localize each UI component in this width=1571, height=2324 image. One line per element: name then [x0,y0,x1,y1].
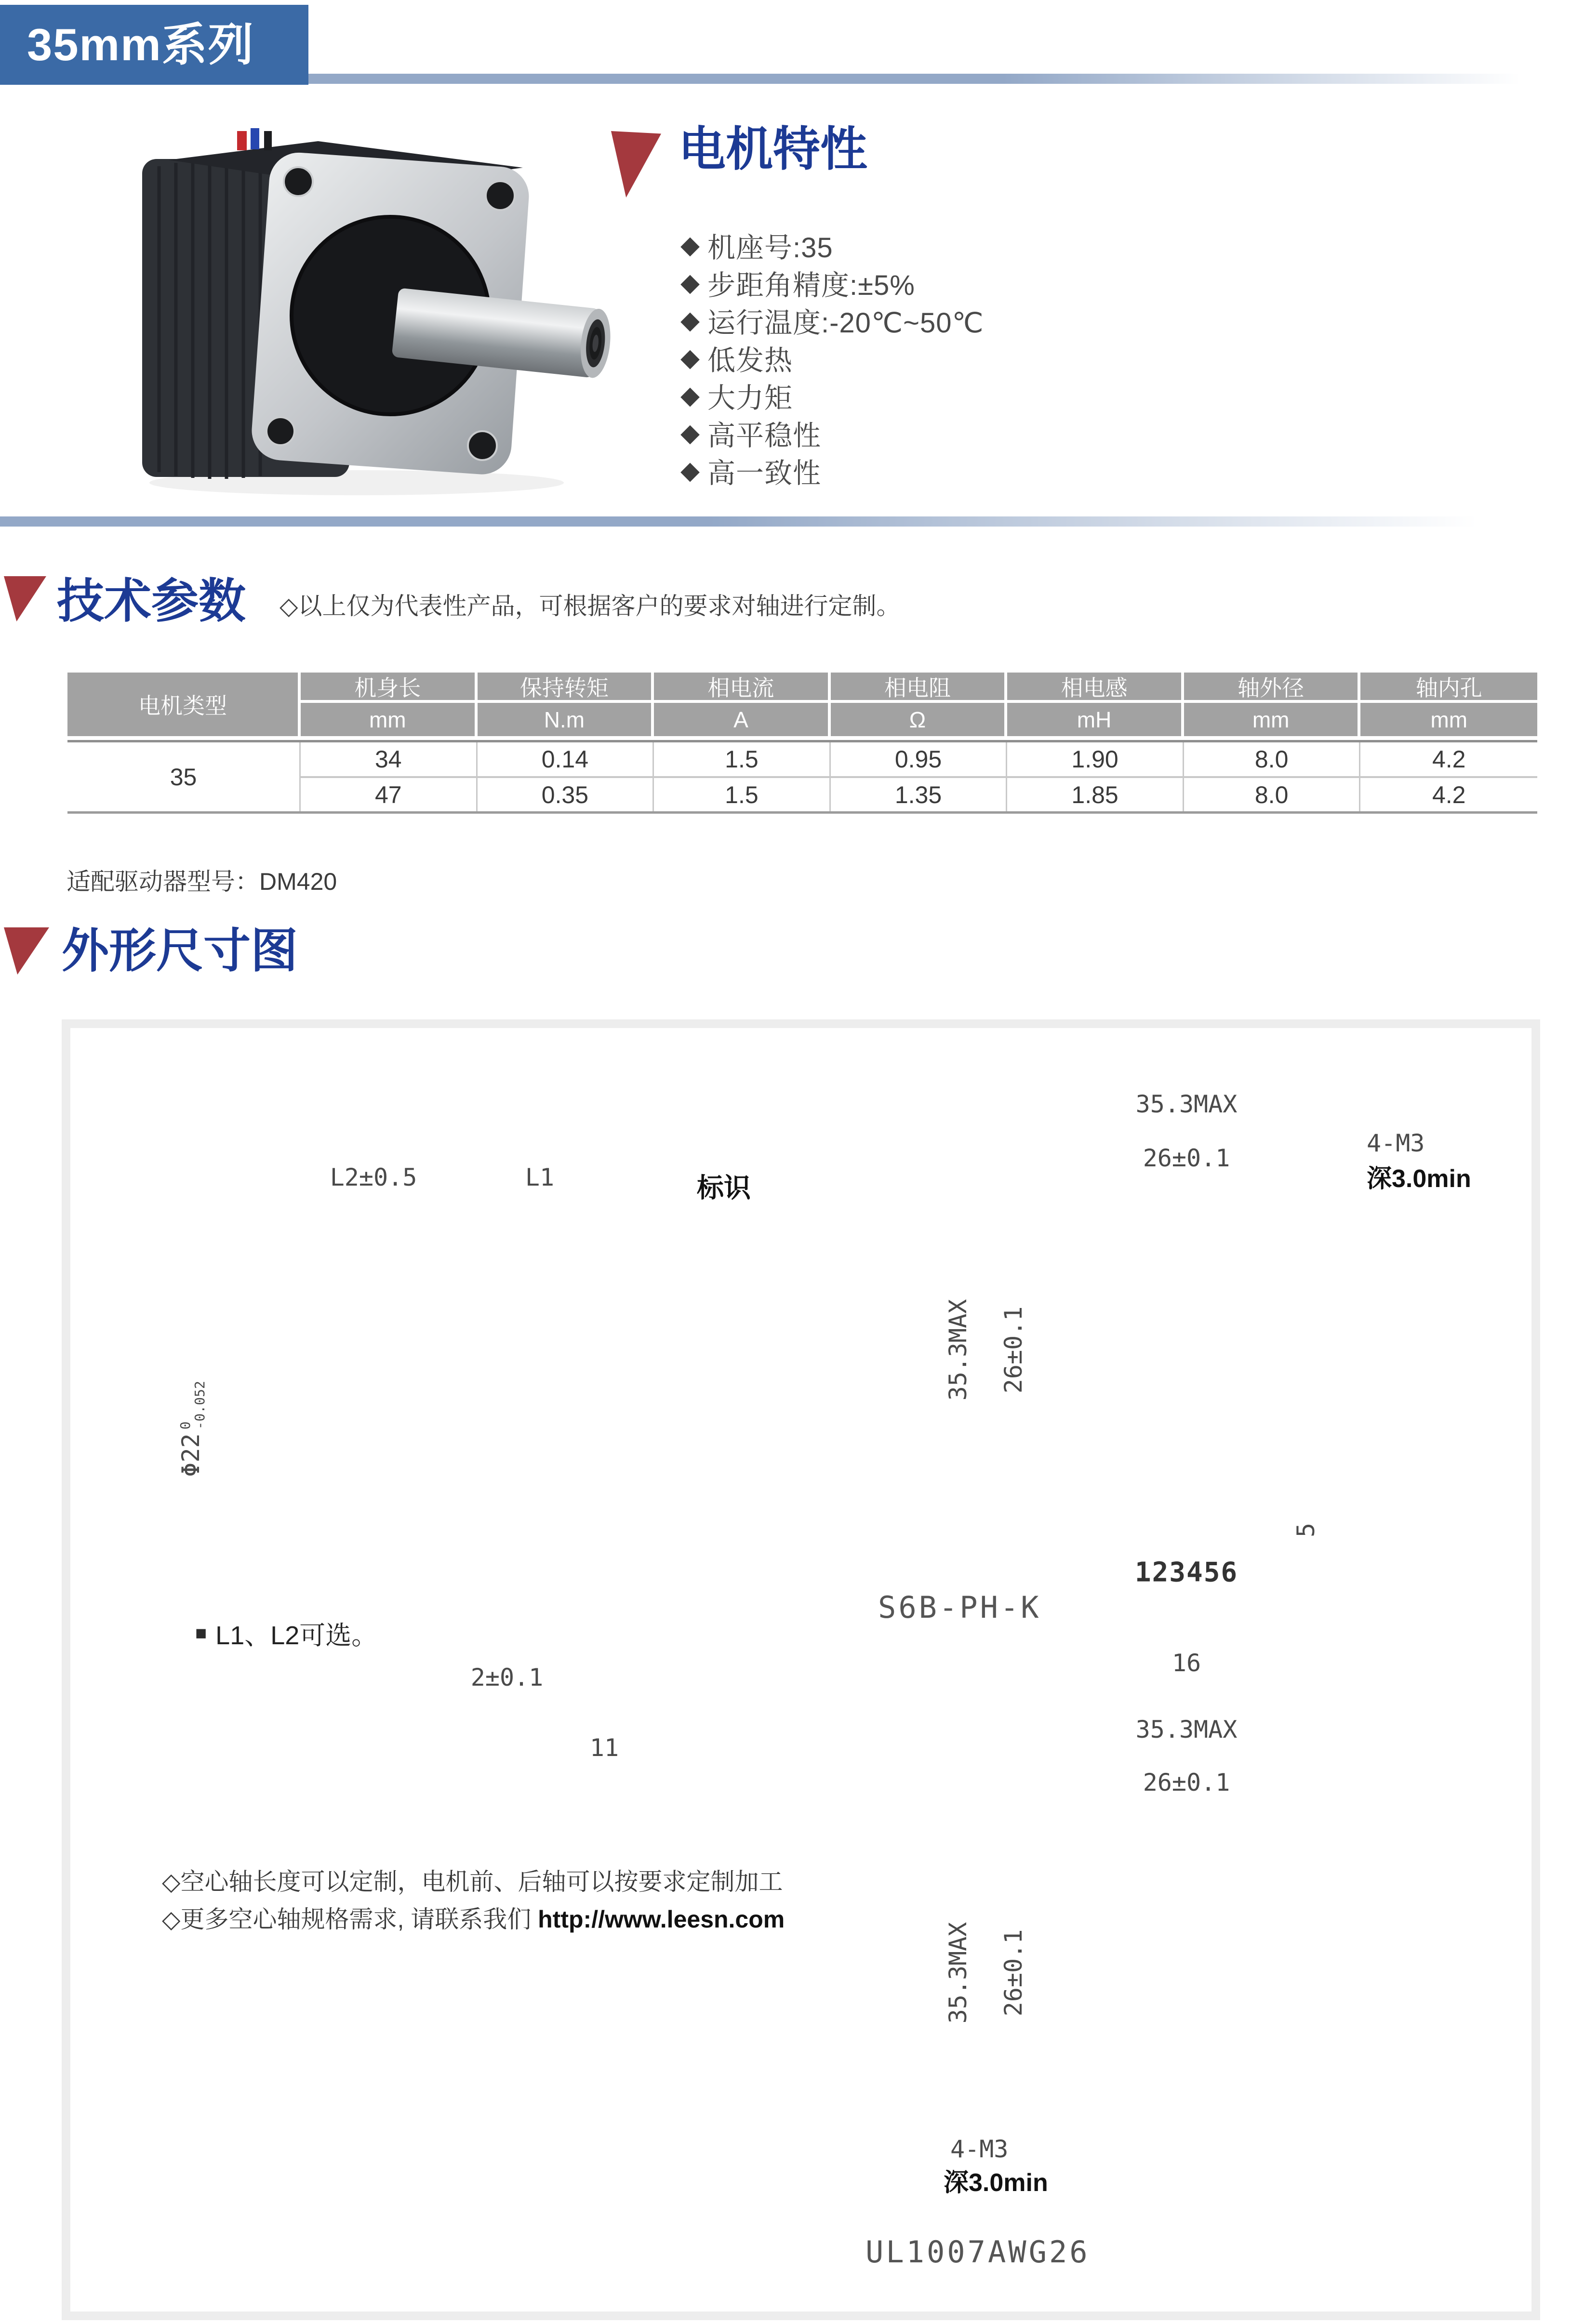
screw-spec-label: 4-M3 [1367,1129,1425,1157]
shaft-dia-tol-lower: -0.052 [191,1381,208,1430]
spec-motor-type-header: 电机类型 [67,673,301,736]
dim-hole-span-v-2: 26±0.1 [999,1929,1027,2017]
spec-value: 0.35 [478,778,654,811]
square-bullet-icon: ■ [195,1623,207,1644]
diamond-bullet-icon: ◆ [680,231,700,259]
specs-title: 技术参数 [57,574,246,627]
shaft-option-text: L1、L2可选。 [215,1621,378,1650]
connector-pin-numbers: 123456 [1134,1557,1238,1588]
shaft-dia-tol-upper: 0 [177,1421,193,1430]
feature-text: 运行温度:-20℃~50℃ [707,307,984,339]
diamond-bullet-icon: ◆ [680,419,700,447]
features-title: 电机特性 [679,122,868,175]
spec-col-header: 相电感 [1007,673,1184,703]
spec-value: 4.2 [1360,742,1537,776]
feature-item [680,339,984,377]
custom-shaft-note-2-text: ◇更多空心轴规格需求, 请联系我们 [162,1906,532,1933]
connector-model-label: S6B-PH-K [878,1590,1041,1625]
screw-depth-label-2: 深3.0min [944,2169,1048,2197]
custom-shaft-note-2 [162,1900,785,1935]
outline-title: 外形尺寸图 [62,924,298,977]
features-list [680,226,984,489]
marking-label: 标识 [697,1173,751,1203]
spec-value: 1.35 [831,778,1008,811]
dim-width-max: 35.3MAX [1135,1090,1238,1118]
shaft-dia-value: Φ22 [176,1433,205,1477]
dim-hole-span-h: 26±0.1 [1143,1144,1230,1172]
spec-value: 0.14 [478,742,654,776]
dim-hole-span-v: 26±0.1 [999,1306,1027,1394]
diamond-bullet-icon: ◆ [680,306,700,334]
dim-width-max-2: 35.3MAX [1135,1716,1238,1743]
spec-col-header: 轴外径 [1184,673,1361,703]
website-link[interactable]: http://www.leesn.com [538,1906,785,1933]
dim-connector-width-front: 16 [1172,1649,1201,1677]
dim-l2: L2±0.5 [330,1163,417,1191]
spec-value: 1.5 [654,778,831,811]
feature-item [680,264,984,302]
table-gap [67,736,1537,740]
spec-col-unit: A [654,703,831,736]
series-title: 35mm系列 [27,19,254,70]
spec-col-header: 保持转矩 [478,673,654,703]
spec-motor-type-value: 35 [67,742,301,811]
feature-text: 大力矩 [707,383,793,414]
outline-drawing-frame [62,1019,1540,2320]
feature-item [680,414,984,452]
spec-col-header: 相电流 [654,673,831,703]
spec-value: 0.95 [831,742,1008,776]
spec-table [67,673,1537,814]
feature-text: 高一致性 [707,458,822,489]
spec-col-unit: Ω [831,703,1008,736]
dim-height-max-2: 35.3MAX [944,1922,972,2024]
product-photo [142,128,613,495]
dim-height-max: 35.3MAX [944,1299,972,1401]
feature-text: 步距角精度:±5% [707,270,915,301]
feature-item [680,452,984,489]
feature-item [680,377,984,414]
feature-text: 高平稳性 [707,420,822,451]
spec-col-header: 相电阻 [831,673,1008,703]
screw-spec-label-2: 4-M3 [950,2135,1009,2163]
feature-text: 机座号:35 [707,232,833,264]
spec-col-unit: mH [1007,703,1184,736]
dim-flange-thickness: 2±0.1 [470,1664,544,1691]
spec-col-header: 机身长 [301,673,478,703]
spec-value: 8.0 [1184,778,1361,811]
driver-compatibility-note: 适配驱动器型号：DM420 [67,868,337,895]
specs-note: ◇以上仅为代表性产品，可根据客户的要求对轴进行定制。 [280,593,901,620]
spec-value: 8.0 [1184,742,1361,776]
spec-col-unit: mm [301,703,478,736]
spec-value: 34 [301,742,478,776]
dim-l1: L1 [525,1163,555,1191]
diamond-bullet-icon: ◆ [680,344,700,372]
screw-depth-label: 深3.0min [1367,1165,1471,1193]
spec-col-unit: mm [1360,703,1537,736]
diamond-bullet-icon: ◆ [680,457,700,485]
spec-col-header: 轴内孔 [1360,673,1537,703]
spec-value: 1.85 [1007,778,1184,811]
shaft-option-note [195,1615,377,1652]
spec-col-unit: mm [1184,703,1361,736]
custom-shaft-note-1: ◇空心轴长度可以定制，电机前、后轴可以按要求定制加工 [162,1868,783,1895]
spec-col-unit: N.m [478,703,654,736]
feature-text: 低发热 [707,345,793,376]
dim-connector-width-side: 11 [589,1734,619,1762]
diamond-bullet-icon: ◆ [680,382,700,409]
spec-value: 4.2 [1360,778,1537,811]
diamond-bullet-icon: ◆ [680,269,700,297]
dim-shaft-diameter [177,1381,207,1477]
spec-value: 1.5 [654,742,831,776]
feature-item [680,226,984,264]
table-bottom-rule [67,811,1537,814]
spec-value: 47 [301,778,478,811]
dim-connector-height: 5 [1292,1522,1320,1538]
spec-value: 1.90 [1007,742,1184,776]
cable-spec-label: UL1007AWG26 [865,2234,1090,2270]
feature-item [680,302,984,339]
dim-hole-span-h-2: 26±0.1 [1143,1769,1230,1796]
